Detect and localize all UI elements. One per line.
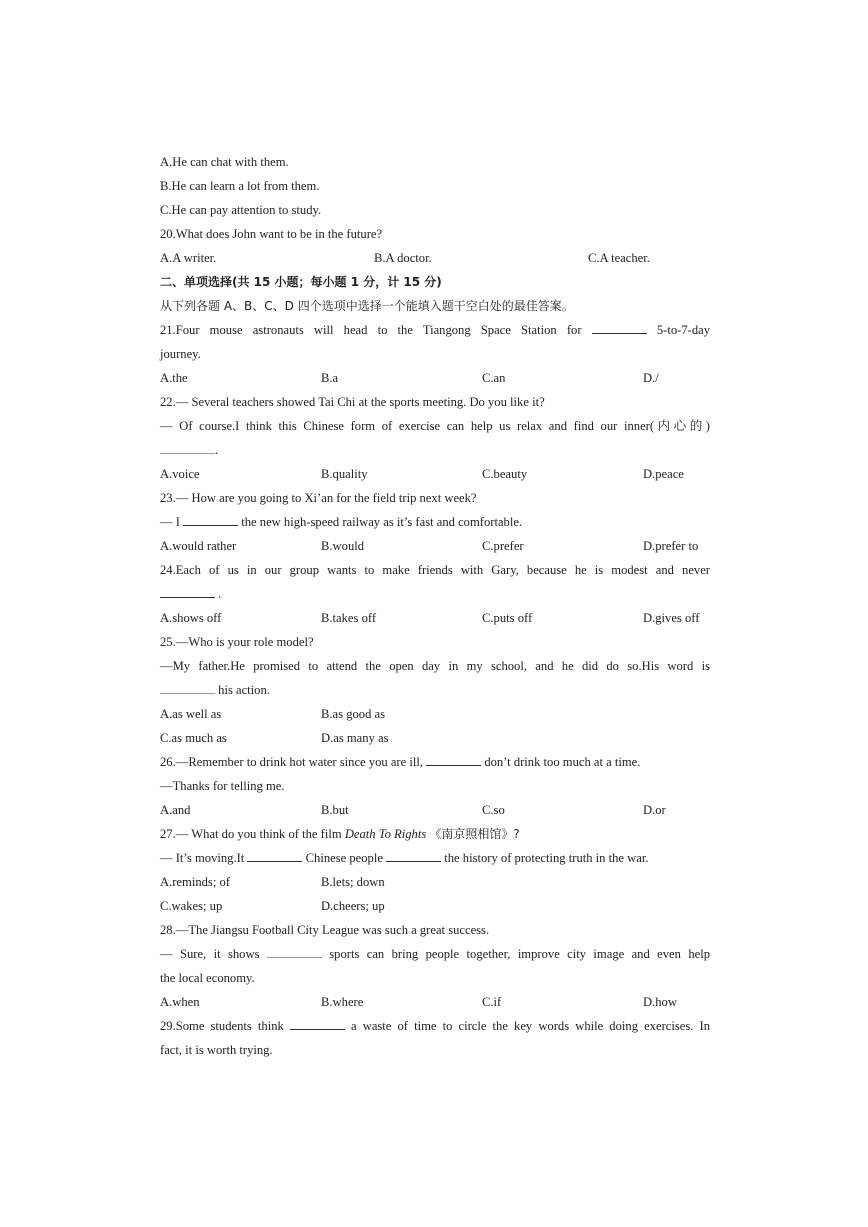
q27-option-b: B.lets; down: [321, 875, 385, 889]
q25-option-b: B.as good as: [321, 707, 386, 721]
q24-option-b: B.takes off: [321, 611, 377, 625]
q28-line2: [160, 944, 710, 968]
q23-option-d: D.prefer to: [643, 539, 699, 553]
q22-stem: 22.— Several teachers showed Tai Chi at the sports meeting. Do you like it?: [160, 395, 545, 409]
q22-option-c: C.beauty: [482, 467, 528, 481]
q26-stem: [160, 752, 710, 776]
q27-line2: [160, 848, 710, 872]
exam-page: [160, 152, 710, 1064]
q21-option-d: D./: [643, 371, 659, 385]
q29-stem: [160, 1016, 710, 1040]
q20-option-b: B.A doctor.: [374, 251, 432, 265]
q21-options: [160, 368, 710, 392]
q26-option-b: B.but: [321, 803, 349, 817]
q29-stem-pre: 29.Some students think: [160, 1019, 284, 1033]
q26-stem-pre: 26.—Remember to drink hot water since you are ill,: [160, 755, 423, 769]
q19-option-c: C.He can pay attention to study.: [160, 203, 322, 217]
q25-stem: 25.—Who is your role model?: [160, 635, 314, 649]
q19-option-b: B.He can learn a lot from them.: [160, 179, 320, 193]
q27-line2-pre: — It’s moving.It: [160, 851, 245, 865]
q23-line2-post: the new high-speed railway as it’s fast and comfortable.: [241, 515, 523, 529]
q26-line2: —Thanks for telling me.: [160, 779, 285, 793]
q26-option-a: A.and: [160, 803, 191, 817]
q20-option-c: C.A teacher.: [588, 251, 650, 265]
q21-option-a: A.the: [160, 371, 188, 385]
q24-stem: 24.Each of us in our group wants to make friends with Gary, because he is modest and never: [160, 563, 710, 577]
q28-options: [160, 992, 710, 1016]
q25-option-d: D.as many as: [321, 731, 389, 745]
answer-blank: [426, 752, 481, 766]
q28-line2-pre: — Sure, it shows: [160, 947, 260, 961]
q22-options: [160, 464, 710, 488]
q23-line2: [160, 512, 710, 536]
q23-stem: 23.— How are you going to Xi’an for the field trip next week?: [160, 491, 477, 505]
q27-option-d: D.cheers; up: [321, 899, 385, 913]
q28-line2-post: sports can bring people together, improve city image and even help: [329, 947, 711, 961]
answer-blank: [247, 848, 302, 862]
q27-film-title: Death To Rights: [344, 827, 427, 841]
q27-stem-pre: 27.— What do you think of the film: [160, 827, 342, 841]
q23-option-b: B.would: [321, 539, 365, 553]
q27-stem: [160, 824, 710, 848]
answer-blank: [160, 680, 215, 694]
q29-line2: fact, it is worth trying.: [160, 1043, 273, 1057]
answer-blank: [160, 584, 215, 598]
q24-options: [160, 608, 710, 632]
q29-stem-post: a waste of time to circle the key words while doing exercises. In: [351, 1019, 710, 1033]
q25-line3-post: his action.: [218, 683, 270, 697]
section-title: 二、单项选择(共 15 小题；每小题 1 分，计 15 分): [160, 275, 442, 289]
q27-options-ab: [160, 872, 710, 896]
q21-stem: [160, 320, 710, 344]
answer-blank: [267, 944, 322, 958]
q25-option-c: C.as much as: [160, 731, 227, 745]
q24-option-a: A.shows off: [160, 611, 222, 625]
q27-option-c: C.wakes; up: [160, 899, 223, 913]
q27-film-cn: 《南京照相馆》?: [429, 827, 520, 841]
q27-options-cd: [160, 896, 710, 920]
q28-option-b: B.where: [321, 995, 364, 1009]
answer-blank: [386, 848, 441, 862]
q21-stem-pre: 21.Four mouse astronauts will head to the Tiangong Space Station for: [160, 323, 582, 337]
q20-stem: 20.What does John want to be in the future?: [160, 227, 383, 241]
q23-option-a: A.would rather: [160, 539, 237, 553]
q22-option-b: B.quality: [321, 467, 368, 481]
q22-option-a: A.voice: [160, 467, 200, 481]
q25-line3: [160, 680, 710, 704]
q26-stem-post: don’t drink too much at a time.: [484, 755, 641, 769]
q27-option-a: A.reminds; of: [160, 875, 230, 889]
q28-stem: 28.—The Jiangsu Football City League was such a great success.: [160, 923, 490, 937]
answer-blank: [290, 1016, 345, 1030]
q28-option-c: C.if: [482, 995, 502, 1009]
q21-stem-cont: journey.: [160, 347, 201, 361]
q24-line2-end: .: [218, 587, 222, 601]
q24-option-c: C.puts off: [482, 611, 533, 625]
q20-option-a: A.A writer.: [160, 251, 217, 265]
q21-option-b: B.a: [321, 371, 339, 385]
q27-line2-post: the history of protecting truth in the war.: [444, 851, 649, 865]
q28-option-a: A.when: [160, 995, 200, 1009]
q28-option-d: D.how: [643, 995, 677, 1009]
q27-line2-mid: Chinese people: [305, 851, 383, 865]
q21-option-c: C.an: [482, 371, 506, 385]
q24-line2: [160, 584, 710, 608]
q23-line2-pre: — I: [160, 515, 180, 529]
section-instruction: 从下列各题 A、B、C、D 四个选项中选择一个能填入题干空白处的最佳答案。: [160, 299, 574, 313]
answer-blank: [183, 512, 238, 526]
q25-options-ab: [160, 704, 710, 728]
q25-options-cd: [160, 728, 710, 752]
q22-line2: — Of course.I think this Chinese form of exercise can help us relax and find our inner(内心的): [160, 419, 710, 433]
q26-options: [160, 800, 710, 824]
q25-line2: —My father.He promised to attend the open day in my school, and he did do so.His word is: [160, 659, 710, 673]
q21-stem-post: 5-to-7-day: [656, 323, 710, 337]
q23-option-c: C.prefer: [482, 539, 524, 553]
q20-options: [160, 248, 710, 272]
q24-option-d: D.gives off: [643, 611, 700, 625]
q26-option-d: D.or: [643, 803, 666, 817]
q25-option-a: A.as well as: [160, 707, 222, 721]
q28-line3: the local economy.: [160, 971, 255, 985]
answer-blank: [160, 440, 215, 454]
q23-options: [160, 536, 710, 560]
q22-option-d: D.peace: [643, 467, 684, 481]
q22-line3-end: .: [215, 443, 219, 457]
q19-option-a: A.He can chat with them.: [160, 155, 289, 169]
q26-option-c: C.so: [482, 803, 505, 817]
q22-line3: [160, 440, 710, 464]
answer-blank: [592, 320, 647, 334]
